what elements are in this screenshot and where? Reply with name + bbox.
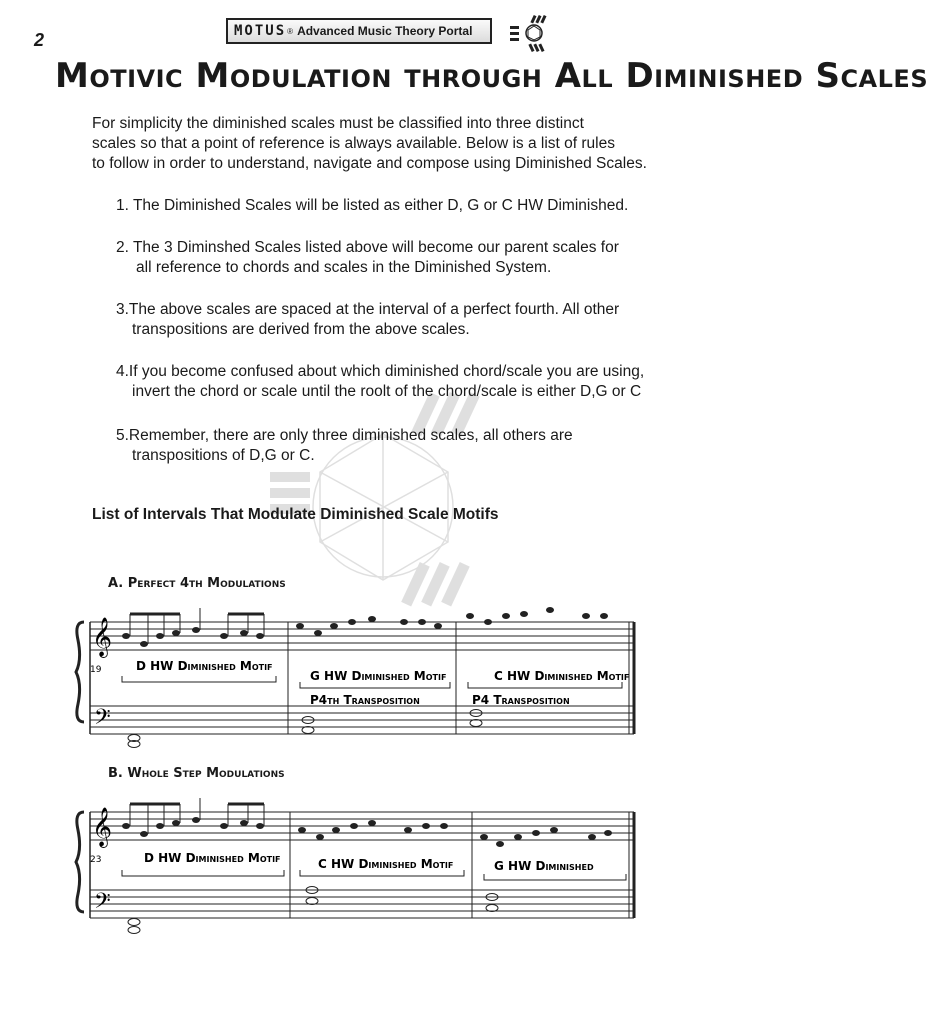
measure-number: 23 bbox=[90, 855, 102, 865]
bass-whole-notes bbox=[128, 887, 498, 934]
rule-line: 4.If you become confused about which diminished chord/scale you are using, bbox=[116, 363, 645, 380]
bass-whole-notes bbox=[128, 710, 482, 748]
rule-item bbox=[116, 238, 736, 300]
rule-item bbox=[116, 426, 736, 466]
bass-clef-icon: 𝄢 bbox=[94, 705, 111, 735]
brand-logo-text: MOTUS bbox=[234, 23, 287, 39]
bass-staff bbox=[90, 706, 634, 734]
motus-emblem-icon bbox=[506, 12, 552, 56]
transposition-label: P4 Transposition bbox=[472, 693, 570, 707]
motif-label: C HW Diminished Motif bbox=[318, 857, 454, 871]
treble-staff bbox=[90, 812, 634, 840]
rule-item bbox=[116, 300, 736, 362]
treble-staff bbox=[90, 622, 634, 650]
motif-label: G HW Diminished bbox=[494, 859, 594, 873]
system-brace bbox=[76, 812, 84, 912]
rule-line: 2. The 3 Diminshed Scales listed above will become our parent scales for bbox=[116, 239, 619, 256]
example-b-label: B. Whole Step Modulations bbox=[108, 766, 285, 781]
rule-line: invert the chord or scale until the roolt of the chord/scale is either D,G or C bbox=[132, 383, 642, 400]
melody-notes bbox=[122, 607, 608, 647]
portal-name: Advanced Music Theory Portal bbox=[297, 24, 473, 38]
section-title: List of Intervals That Modulate Diminished Scale Motifs bbox=[92, 506, 499, 523]
portal-banner bbox=[226, 18, 492, 44]
treble-clef-icon: 𝄞 bbox=[92, 617, 113, 657]
treble-clef-icon: 𝄞 bbox=[92, 807, 113, 847]
motif-bracket bbox=[484, 874, 626, 880]
bass-staff bbox=[90, 890, 634, 918]
transposition-label: P4th Transposition bbox=[310, 693, 420, 707]
intro-line: scales so that a point of reference is always available. Below is a list of rules bbox=[92, 135, 615, 152]
rule-line: 1. The Diminished Scales will be listed as either D, G or C HW Diminished. bbox=[116, 197, 629, 214]
measure-number: 19 bbox=[90, 665, 102, 675]
motif-label: C HW Diminished Motif bbox=[494, 669, 630, 683]
motif-label: D HW Diminished Motif bbox=[136, 659, 273, 673]
bass-clef-icon: 𝄢 bbox=[94, 889, 111, 919]
rule-line: 5.Remember, there are only three diminished scales, all others are bbox=[116, 427, 573, 444]
rule-line: all reference to chords and scales in the Diminished System. bbox=[136, 259, 552, 276]
example-a-label: A. Perfect 4th Modulations bbox=[108, 576, 286, 591]
rules-list bbox=[116, 196, 736, 466]
motif-bracket bbox=[122, 676, 276, 682]
melody-notes bbox=[122, 817, 612, 847]
intro-paragraph bbox=[92, 114, 732, 174]
rule-item bbox=[116, 362, 736, 426]
page-number: 2 bbox=[34, 30, 45, 50]
registered-mark: ® bbox=[287, 26, 294, 36]
intro-line: to follow in order to understand, navigate and compose using Diminished Scales. bbox=[92, 155, 647, 172]
system-brace bbox=[76, 622, 84, 722]
intro-line: For simplicity the diminished scales must be classified into three distinct bbox=[92, 115, 584, 132]
motif-label: G HW Diminished Motif bbox=[310, 669, 447, 683]
rule-item bbox=[116, 196, 736, 238]
score-system-b bbox=[74, 792, 644, 942]
rule-line: 3.The above scales are spaced at the interval of a perfect fourth. All other bbox=[116, 301, 620, 318]
page-title: Motivic Modulation through All Diminished Scales bbox=[55, 56, 928, 96]
rule-line: transpositions are derived from the above scales. bbox=[132, 321, 470, 338]
score-system-a bbox=[74, 600, 644, 750]
motif-label: D HW Diminished Motif bbox=[144, 851, 281, 865]
motif-bracket bbox=[122, 870, 284, 876]
rule-line: transpositions of D,G or C. bbox=[132, 447, 315, 464]
